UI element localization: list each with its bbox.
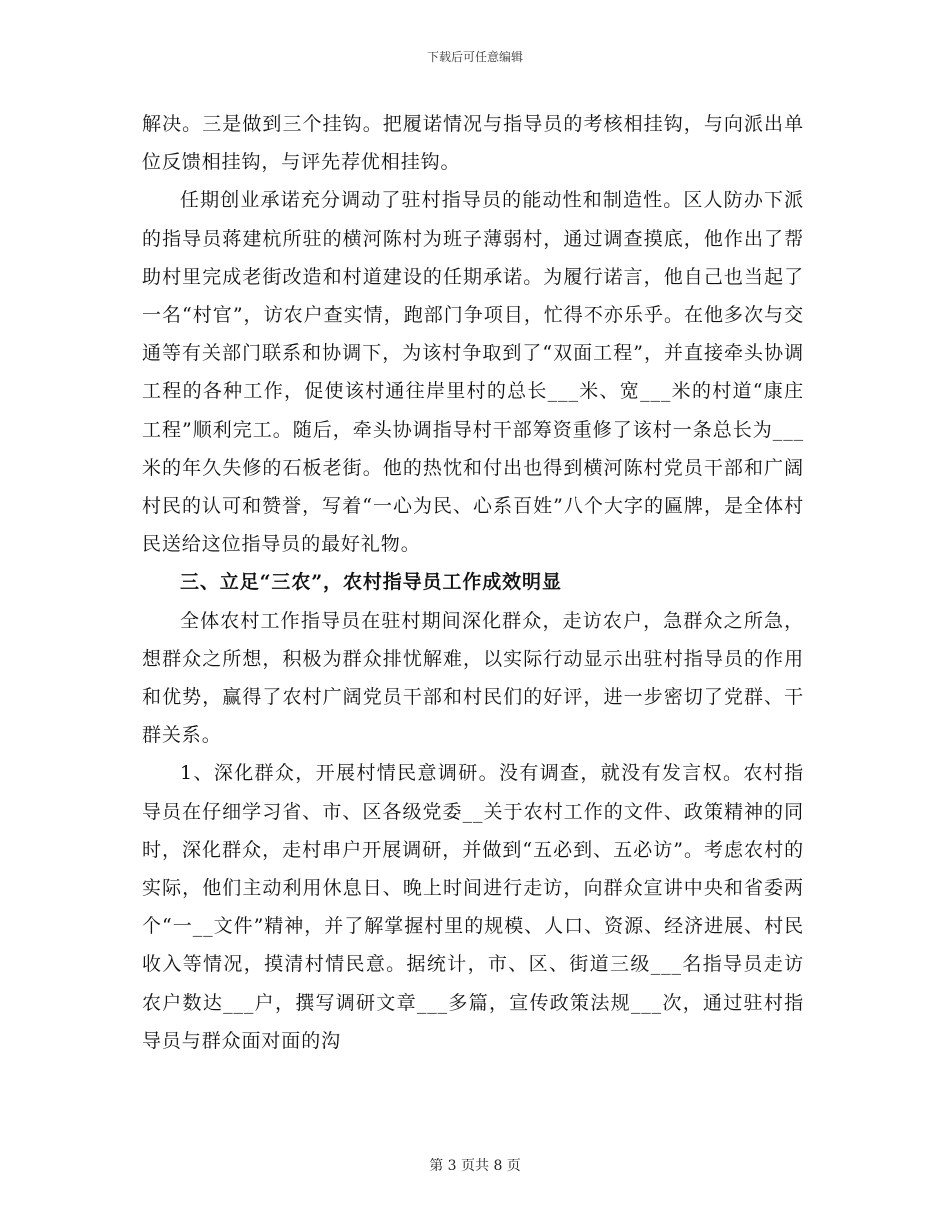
paragraph: 任期创业承诺充分调动了驻村指导员的能动性和制造性。区人防办下派的指导员蒋建杭所驻的横河陈村为班子薄弱村，通过调查摸底，他作出了帮助村里完成老街改造和村道建设的任期承诺。为履行诺言，他自己也当起了一名“村官”，访农户查实情，跑部门争项目，忙得不亦乐乎。在他多次与交通等有关部门联系和协调下，为该村争取到了“双面工程”，并直接牵头协调工程的各种工作，促使该村通往岸里村的总长___米、宽___米的村道“康庄工程”顺利完工。随后，牵头协调指导村干部筹资重修了该村一条总长为___米的年久失修的石板老街。他的热忱和付出也得到横河陈村党员干部和广阔村民的认可和赞誉，写着“一心为民、心系百姓”八个大字的匾牌，是全体村民送给这位指导员的最好礼物。 (142, 189, 804, 556)
paragraph: 1、深化群众，开展村情民意调研。没有调查，就没有发言权。农村指导员在仔细学习省、市、区各级党委__关于农村工作的文件、政策精神的同时，深化群众，走村串户开展调研，并做到“五必到、五必访”。考虑农村的实际，他们主动利用休息日、晚上时间进行走访，向群众宣讲中央和省委两个“一__文件”精神，并了解掌握村里的规模、人口、资源、经济进展、村民收入等情况，摸清村情民意。据统计，市、区、街道三级___名指导员走访农户数达___户，撰写调研文章___多篇，宣传政策法规___次，通过驻村指导员与群众面对面的沟 (142, 762, 804, 1052)
page-header: 下载后可任意编辑 (426, 50, 523, 64)
paragraph: 全体农村工作指导员在驻村期间深化群众，走访农户，急群众之所急，想群众之所想，积极为群众排忧解难，以实际行动显示出驻村指导员的作用和优势，赢得了农村广阔党员干部和村民们的好评，进一步密切了党群、干群关系。 (142, 609, 804, 747)
section-heading: 三、立足“三农”，农村指导员工作成效明显 (180, 571, 562, 594)
document-body (142, 105, 804, 1060)
paragraph: 解决。三是做到三个挂钩。把履诺情况与指导员的考核相挂钩，与向派出单位反馈相挂钩，与评先荐优相挂钩。 (142, 113, 804, 174)
page-number: 第 3 页共 8 页 (429, 1158, 521, 1174)
